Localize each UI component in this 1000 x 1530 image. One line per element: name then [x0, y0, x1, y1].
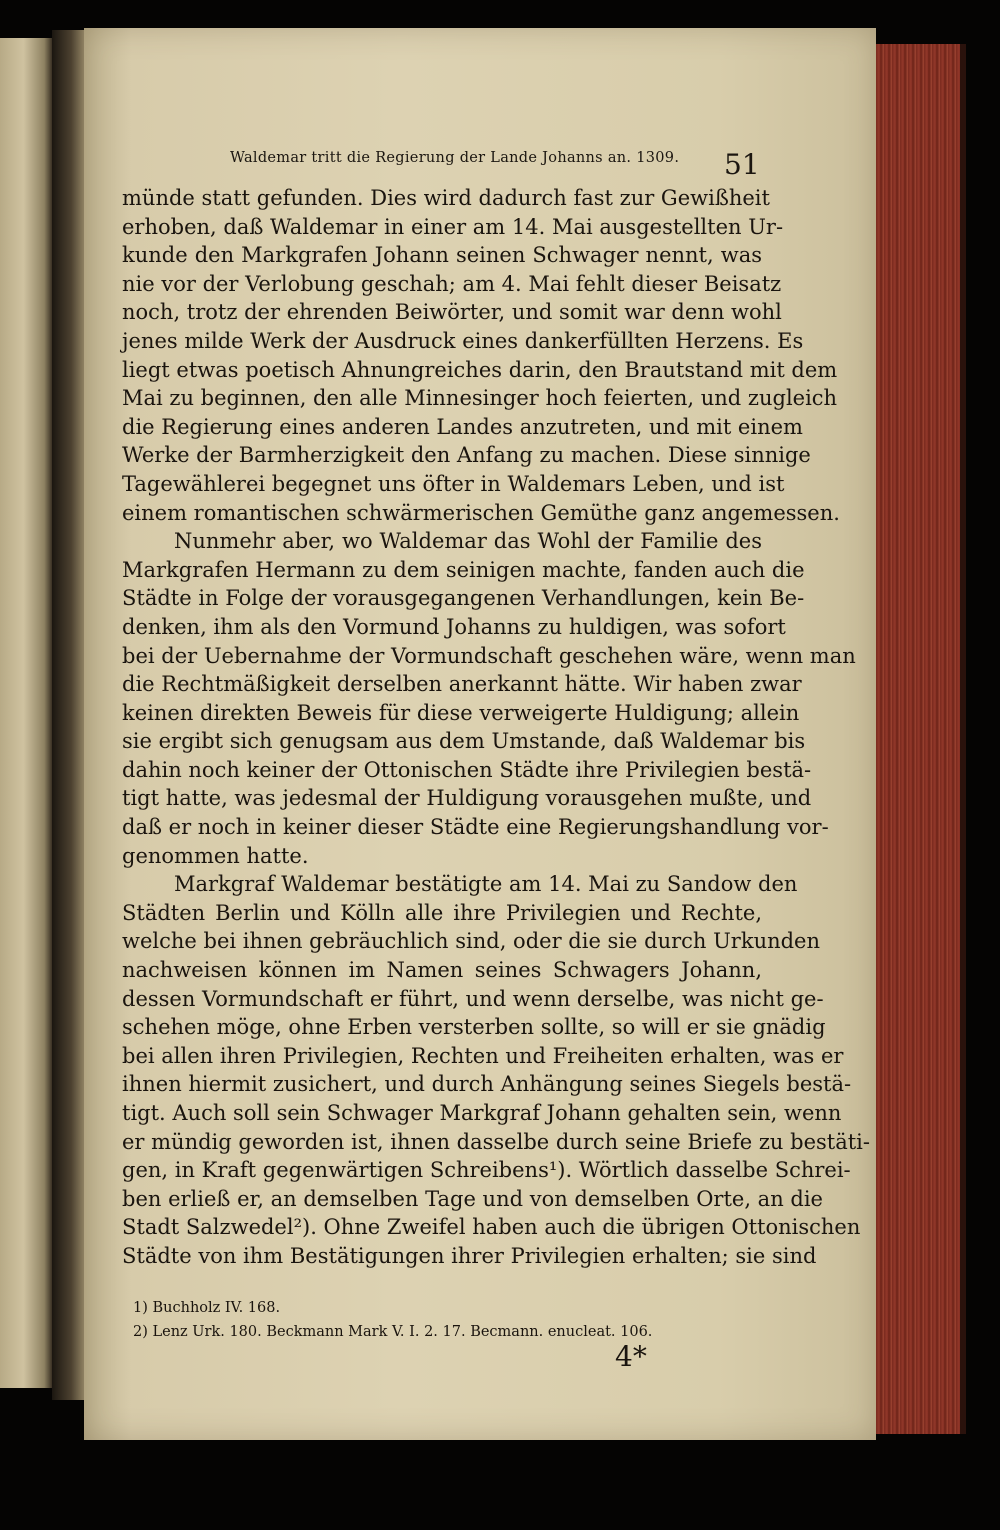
text-line: genommen hatte. [122, 843, 309, 868]
text-line: gen, in Kraft gegenwärtigen Schreibens¹). Wörtlich dasselbe Schrei- [122, 1158, 851, 1183]
text-line: Nunmehr aber, wo Waldemar das Wohl der Familie des [174, 529, 762, 554]
text-line: tigt hatte, was jedesmal der Huldigung vorausgehen mußte, und [122, 786, 812, 811]
text-line: daß er noch in keiner dieser Städte eine Regierungshandlung vor- [122, 815, 829, 840]
text-line: sie ergibt sich genugsam aus dem Umstande, daß Waldemar bis [122, 729, 806, 754]
body-text [122, 184, 870, 1271]
text-line: Tagewählerei begegnet uns öfter in Waldemars Leben, und ist [122, 471, 785, 496]
text-line: bei allen ihren Privilegien, Rechten und Freiheiten erhalten, was er [122, 1043, 844, 1068]
text-line: dahin noch keiner der Ottonischen Städte ihre Privilegien bestä- [122, 757, 812, 782]
paragraph [122, 184, 840, 527]
text-line: liegt etwas poetisch Ahnungreiches darin, den Brautstand mit dem [122, 357, 838, 382]
book-gutter [52, 30, 84, 1400]
text-line: erhoben, daß Waldemar in einer am 14. Mai ausgestellten Ur- [122, 214, 784, 239]
paragraph [122, 527, 856, 870]
text-line: ben erließ er, an demselben Tage und von demselben Orte, an die [122, 1186, 823, 1211]
text-line: nachweisen können im Namen seines Schwagers Johann, [122, 958, 762, 983]
text-line: Markgrafen Hermann zu dem seinigen machte, fanden auch die [122, 557, 805, 582]
text-line: dessen Vormundschaft er führt, und wenn derselbe, was nicht ge- [122, 986, 824, 1011]
text-line: die Rechtmäßigkeit derselben anerkannt hätte. Wir haben zwar [122, 672, 802, 697]
text-line: Städte von ihm Bestätigungen ihrer Privilegien erhalten; sie sind [122, 1243, 817, 1268]
footnotes [133, 1296, 753, 1344]
footnote: 1) Buchholz IV. 168. [133, 1300, 281, 1316]
text-line: keinen direkten Beweis für diese verweigerte Huldigung; allein [122, 700, 800, 725]
text-line: ihnen hiermit zusichert, und durch Anhängung seines Siegels bestä- [122, 1072, 852, 1097]
text-line: noch, trotz der ehrenden Beiwörter, und somit war denn wohl [122, 300, 782, 325]
text-line: bei der Uebernahme der Vormundschaft geschehen wäre, wenn man [122, 643, 856, 668]
text-line: Städte in Folge der vorausgegangenen Verhandlungen, kein Be- [122, 586, 805, 611]
text-line: nie vor der Verlobung geschah; am 4. Mai fehlt dieser Beisatz [122, 271, 782, 296]
text-line: Markgraf Waldemar bestätigte am 14. Mai zu Sandow den [174, 872, 798, 897]
text-line: jenes milde Werk der Ausdruck eines dankerfüllten Herzens. Es [122, 328, 804, 353]
text-line: denken, ihm als den Vormund Johanns zu huldigen, was sofort [122, 614, 786, 639]
signature-mark: 4* [615, 1340, 647, 1373]
text-line: Stadt Salzwedel²). Ohne Zweifel haben auch die übrigen Ottonischen [122, 1215, 861, 1240]
text-line: schehen möge, ohne Erben versterben sollte, so will er sie gnädig [122, 1015, 826, 1040]
text-line: Städten Berlin und Kölln alle ihre Privilegien und Rechte, [122, 900, 762, 925]
text-line: einem romantischen schwärmerischen Gemüthe ganz angemessen. [122, 500, 840, 525]
text-line: münde statt gefunden. Dies wird dadurch fast zur Gewißheit [122, 186, 770, 210]
text-line: welche bei ihnen gebräuchlich sind, oder die sie durch Urkunden [122, 929, 821, 954]
footnote: 2) Lenz Urk. 180. Beckmann Mark V. I. 2. 17. Becmann. enucleat. 106. [133, 1324, 653, 1340]
text-line: kunde den Markgrafen Johann seinen Schwager nennt, was [122, 243, 762, 268]
red-page-edges [876, 44, 966, 1434]
running-title: Waldemar tritt die Regierung der Lande Johanns an. 1309. [230, 150, 680, 166]
text-line: die Regierung eines anderen Landes anzutreten, und mit einem [122, 414, 803, 439]
paragraph [122, 870, 870, 1270]
text-line: er mündig geworden ist, ihnen dasselbe durch seine Briefe zu bestäti- [122, 1129, 870, 1154]
text-line: Werke der Barmherzigkeit den Anfang zu machen. Diese sinnige [122, 443, 811, 468]
left-page-edge [0, 38, 52, 1388]
text-line: Mai zu beginnen, den alle Minnesinger hoch feierten, und zugleich [122, 386, 838, 411]
page-number: 51 [724, 148, 760, 181]
text-line: tigt. Auch soll sein Schwager Markgraf Johann gehalten sein, wenn [122, 1101, 842, 1125]
